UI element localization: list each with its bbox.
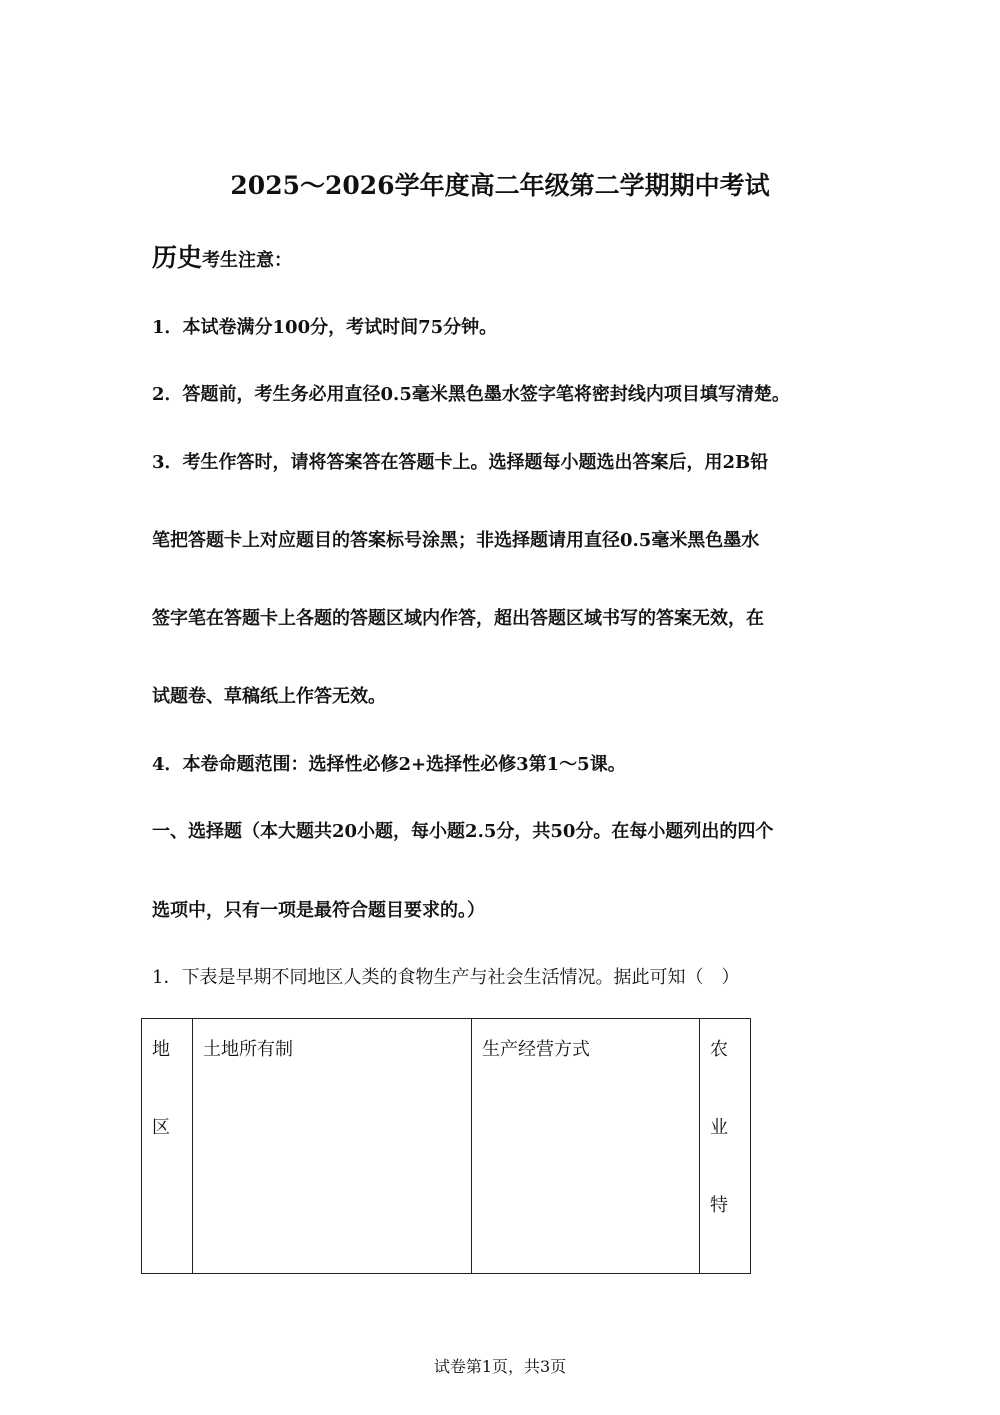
note-3-line-2: 笔把答题卡上对应题目的答案标号涂黑；非选择题请用直径0.5毫米黑色墨水 xyxy=(152,530,760,551)
subject-label: 历史 xyxy=(152,243,203,272)
header-production-mode-label: 生产经营方式 xyxy=(482,1039,590,1060)
exam-title: 2025～2026学年度高二年级第二学期期中考试 xyxy=(230,171,770,200)
section-heading-line-1: 一、选择题（本大题共20小题，每小题2.5分，共50分。在每小题列出的四个 xyxy=(152,821,774,842)
page-footer: 试卷第1页，共3页 xyxy=(433,1357,567,1376)
subject-line xyxy=(152,240,292,279)
note-4: 4．本卷命题范围：选择性必修2+选择性必修3第1～5课。 xyxy=(152,754,626,775)
note-1: 1．本试卷满分100分，考试时间75分钟。 xyxy=(152,317,498,338)
question-1-stem: 1．下表是早期不同地区人类的食物生产与社会生活情况。据此可知（ ） xyxy=(152,967,740,988)
header-region-char: 区 xyxy=(152,1117,170,1138)
note-2: 2．答题前，考生务必用直径0.5毫米黑色墨水签字笔将密封线内项目填写清楚。 xyxy=(152,384,790,405)
notice-heading: 考生注意： xyxy=(202,250,293,271)
note-3-line-3: 签字笔在答题卡上各题的答题区域内作答，超出答题区域书写的答案无效，在 xyxy=(152,608,764,629)
header-agri-features xyxy=(700,1019,751,1274)
table-header-row xyxy=(142,1019,751,1274)
note-3-line-4: 试题卷、草稿纸上作答无效。 xyxy=(152,686,386,707)
header-production-mode xyxy=(472,1019,700,1274)
header-agri-char: 农 xyxy=(710,1039,728,1060)
section-heading-line-2: 选项中，只有一项是最符合题目要求的。） xyxy=(152,900,485,921)
header-land-ownership-label: 土地所有制 xyxy=(203,1039,293,1060)
header-land-ownership xyxy=(193,1019,472,1274)
header-agri-char: 特 xyxy=(710,1195,728,1216)
header-region xyxy=(142,1019,193,1274)
header-agri-char: 业 xyxy=(710,1117,728,1138)
note-3-line-1: 3．考生作答时，请将答案答在答题卡上。选择题每小题选出答案后，用2B铅 xyxy=(152,452,769,473)
header-region-char: 地 xyxy=(152,1039,170,1060)
question-1-table xyxy=(141,1018,751,1274)
